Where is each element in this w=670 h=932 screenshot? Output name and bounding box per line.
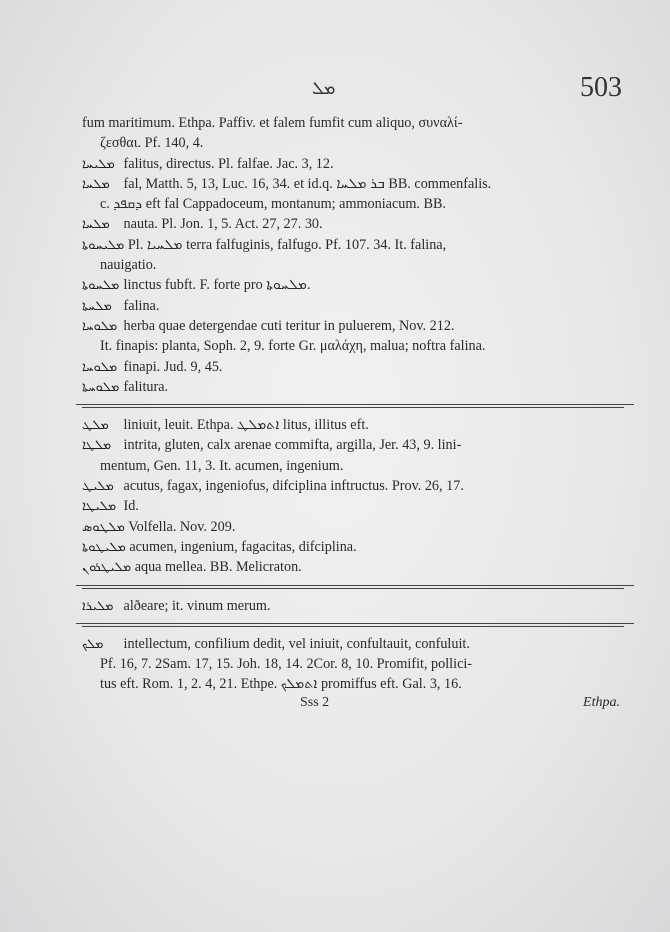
entry-headword-line — [82, 235, 620, 255]
entry-continuation-line — [82, 194, 620, 214]
syriac-headword: ܡܠܘܚܐ — [82, 359, 118, 375]
section-divider — [82, 397, 620, 415]
entry-text: tus eft. Rom. 1, 2. 4, 21. Ethpe. ܐܬܡܠܟ promiffus eft. Gal. 3, 16. — [100, 676, 462, 693]
entry-text: herba quae detergendae cuti teritur in puluerem, Nov. 212. — [123, 317, 455, 334]
entry-headword-line — [82, 296, 620, 316]
divider-rule — [82, 588, 624, 589]
syriac-headword: ܡܠܚܐ — [82, 217, 110, 233]
divider-rule — [82, 626, 624, 627]
entry-headword-line — [82, 415, 620, 435]
page-header — [0, 72, 670, 112]
entry-headword-line — [82, 174, 620, 194]
entry-continuation-line — [82, 336, 620, 356]
entry-headword-line — [82, 154, 620, 174]
syriac-headword: ܡܠܛ — [82, 418, 109, 434]
entry-text: acumen, ingenium, fagacitas, difciplina. — [129, 538, 357, 555]
entry-headword-line — [82, 476, 620, 496]
entry-text: nauigatio. — [100, 257, 157, 274]
syriac-headword: ܡܠܝܪܐ — [82, 598, 114, 614]
page-number: 503 — [580, 72, 622, 103]
entry-text: intellectum, confilium dedit, vel iniuit, confultauit, confuluit. — [123, 635, 470, 652]
entry-text: intrita, gluten, calx arenae commifta, argilla, Jer. 43, 9. lini- — [123, 437, 462, 454]
syriac-headword: ܡܠܚܐ — [82, 176, 110, 192]
entry-text: acutus, fagax, ingeniofus, difciplina inftructus. Prov. 26, 17. — [123, 478, 464, 495]
entries-body — [82, 113, 620, 715]
entry-text: mentum, Gen. 11, 3. It. acumen, ingenium. — [100, 457, 344, 474]
entry-text: Pl. ܡܠܚܝܐ terra falfuginis, falfugo. Pf. 107. 34. It. falina, — [127, 236, 447, 253]
running-head: ܡܠ — [312, 78, 336, 99]
entry-continuation-line — [82, 113, 620, 133]
entry-headword-line — [82, 435, 620, 455]
entry-text: linctus fubft. F. forte pro ܡܠܚܘܬܐ. — [123, 277, 311, 294]
syriac-headword: ܡܠܝܛ — [82, 479, 114, 495]
entry-headword-line — [82, 496, 620, 516]
entry-text: nauta. Pl. Jon. 1, 5. Act. 27, 27. 30. — [123, 216, 323, 233]
entry-text: falina. — [123, 297, 160, 314]
syriac-headword: ܡܠܝܚܘܬܐ — [82, 237, 125, 253]
divider-rule — [76, 404, 634, 405]
entry-headword-line — [82, 596, 620, 616]
entry-continuation-line — [82, 133, 620, 153]
entry-text: It. finapis: planta, Soph. 2, 9. forte Gr. μαλάχη, malua; noftra falina. — [100, 338, 486, 355]
section-divider — [82, 578, 620, 596]
entry-text: alðeare; it. vinum merum. — [123, 597, 271, 614]
entry-text: c. ܕܩܦܕ eft fal Cappadoceum, montanum; ammoniacum. BB. — [100, 196, 446, 213]
syriac-headword: ܡܠܝܛܘܬܐ — [82, 539, 126, 555]
syriac-headword: ܡܠܚܘܬܐ — [82, 278, 120, 294]
entry-headword-line — [82, 537, 620, 557]
entry-continuation-line — [82, 654, 620, 674]
catchword: Ethpa. — [583, 694, 620, 710]
syriac-headword: ܡܠܝܛܐ — [82, 499, 117, 515]
entry-continuation-line — [82, 674, 620, 694]
divider-rule — [82, 407, 624, 408]
entry-continuation-line — [82, 456, 620, 476]
entry-headword-line — [82, 275, 620, 295]
entry-text: fum maritimum. Ethpa. Paffiv. et falem fumfit cum aliquo, συναλί- — [82, 115, 463, 131]
entry-text: fal, Matth. 5, 13, Luc. 16, 34. et id.q. ܒܪ ܡܠܚܐ BB. commenfalis. — [123, 175, 492, 192]
syriac-headword: ܡܠܛܘܣ — [82, 519, 125, 535]
section-divider — [82, 616, 620, 634]
signature-mark: Sss 2 — [300, 694, 330, 710]
entry-text: ζεσθαι. Pf. 140, 4. — [100, 135, 204, 152]
entry-text: finapi. Jud. 9, 45. — [123, 358, 223, 375]
syriac-headword: ܡܠܝܛܪܘܢ — [82, 560, 132, 576]
entry-text: Volfella. Nov. 209. — [128, 518, 236, 535]
page-footer — [82, 695, 620, 715]
entry-text: Id. — [123, 498, 139, 515]
entry-headword-line — [82, 214, 620, 234]
entry-headword-line — [82, 557, 620, 577]
syriac-headword: ܡܠܘܚܐ — [82, 318, 118, 334]
entry-headword-line — [82, 377, 620, 397]
syriac-headword: ܡܠܘܚܬܐ — [82, 379, 120, 395]
entry-headword-line — [82, 357, 620, 377]
syriac-headword: ܡܠܝܚܐ — [82, 156, 115, 172]
entry-headword-line — [82, 634, 620, 654]
syriac-headword: ܡܠܚܬܐ — [82, 298, 112, 314]
entry-text: liniuit, leuit. Ethpa. ܐܬܡܠܛ litus, illitus eft. — [123, 417, 369, 434]
entry-text: aqua mellea. BB. Melicraton. — [134, 559, 302, 576]
entry-text: Pf. 16, 7. 2Sam. 17, 15. Joh. 18, 14. 2Cor. 8, 10. Promifit, pollici- — [100, 656, 473, 673]
syriac-headword: ܡܠܛܐ — [82, 438, 112, 454]
entry-continuation-line — [82, 255, 620, 275]
entry-headword-line — [82, 517, 620, 537]
entry-headword-line — [82, 316, 620, 336]
divider-rule — [76, 585, 634, 586]
entry-text: falitura. — [123, 378, 169, 395]
divider-rule — [76, 623, 634, 624]
syriac-headword: ܡܠܟ — [82, 636, 104, 652]
entry-text: falitus, directus. Pl. falfae. Jac. 3, 12. — [123, 155, 334, 172]
